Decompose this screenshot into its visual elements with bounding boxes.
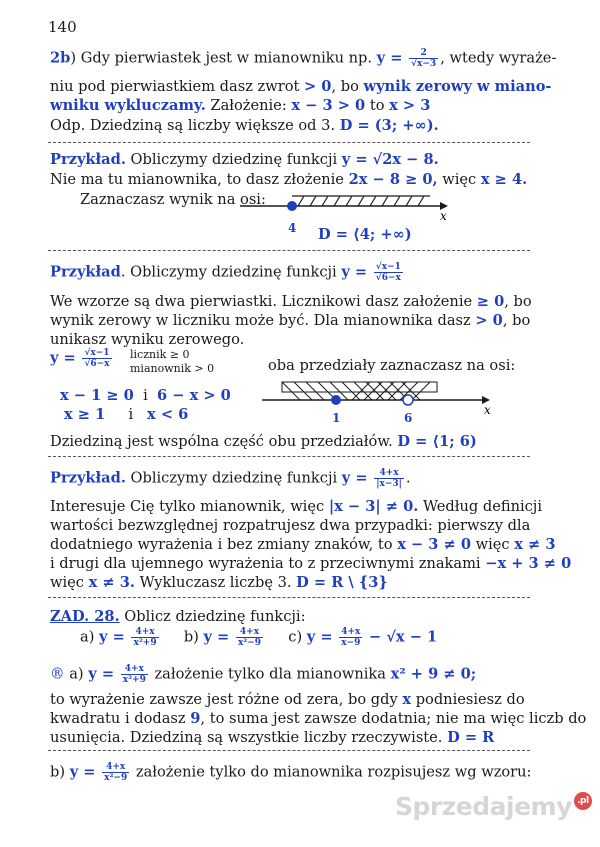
axis-x-label: x [440,209,447,223]
s3-equation: y = $\frac{√x-1}{√6-x}$ [50,348,110,369]
s2-line-3: Zaznaczasz wynik na osi: [80,191,266,208]
dashed-divider [48,750,530,751]
s4-line-1: Przykład. Obliczymy dziedzinę funkcji y = $\frac{4+x}{|x-3|}$ . [50,468,411,489]
fraction: $\frac{4+x}{\text{x²−9}}$ [237,627,262,648]
s5-answer-b: b) y = $\frac{4+x}{\text{x²−9}}$ założenie tylko do mianownika rozpisujesz wg wzoru: [50,762,532,783]
s5-para-2: kwadratu i dodasz 9, to suma jest zawsze dodatnia; nie ma więc liczb do [50,710,587,727]
s1-line-1: 2b) Gdy pierwiastek jest w mianowniku np. y = $\frac{2}{√x-3}$ , wtedy wyraże- [50,48,557,69]
s3-line-3: wynik zerowy w liczniku może być. Dla mianownika dasz > 0, bo [50,312,531,329]
s3-notes: licznik ≥ 0 mianownik > 0 [130,348,215,375]
s5-problems: a) y = $\frac{4+x}{\text{x²+9}}$ b) y = $\frac{4+x}{\text{x²−9}}$ c) y = $\frac{4+x}{x-9}$ − √x − 1 [80,627,438,648]
fraction: $\frac{√x-1}{√6-x}$ [375,262,401,283]
dashed-divider [48,250,530,251]
s5-zad-heading: ZAD. 28. Oblicz dziedzinę funkcji: [50,608,306,625]
s5-answer-a: ® a) y = $\frac{4+x}{\text{x²+9}}$ założenie tylko dla mianownika x² + 9 ≠ 0; [50,664,477,685]
tick-label-1: 1 [332,411,341,425]
dashed-divider [48,597,530,598]
s2-answer: D = ⟨4; +∞) [318,226,412,243]
closed-point [331,395,341,405]
watermark: Sprzedajemy .pl [395,792,592,821]
s3-cond-1: x − 1 ≥ 0 i 6 − x > 0 [60,387,231,404]
s4-line-2: Interesuje Cię tylko mianownik, więc |x − 3| ≠ 0. Według definicji [50,498,542,515]
fraction: $\frac{4+x}{|x-3|}$ [376,468,402,489]
s3-right-label: oba przedziały zaznaczasz na osi: [268,357,516,374]
s5-para-3: usunięcia. Dziedziną są wszystkie liczby rzeczywiste. D = R [50,729,495,746]
s2-line-1: Przykład. Obliczymy dziedzinę funkcji y = √2x − 8. [50,151,439,168]
fraction: $\frac{4+x}{\text{x²+9}}$ [133,627,157,648]
s3-line-5: Dziedziną jest wspólna część obu przedziałów. D = ⟨1; 6) [50,433,477,450]
tick-label-6: 6 [404,411,413,425]
s4-line-5: i drugi dla ujemnego wyrażenia to z przeciwnymi znakami −x + 3 ≠ 0 [50,555,572,572]
axis-x-label: x [484,403,491,417]
fraction: $\frac{√x-1}{√6-x}$ [84,348,110,369]
s4-line-4: dodatniego wyrażenia i bez zmiany znaków, to x − 3 ≠ 0 więc x ≠ 3 [50,536,556,553]
dashed-divider [48,142,530,143]
fraction: $\frac{4+x}{\text{x²+9}}$ [122,664,146,685]
tick-label: 4 [288,221,297,235]
watermark-badge: .pl [574,792,592,810]
fraction: $\frac{2}{√x-3}$ [411,48,437,69]
s2-line-2: Nie ma tu mianownika, to dasz złożenie 2x − 8 ≥ 0, więc x ≥ 4. [50,171,528,188]
number-line-s3 [262,376,502,426]
page-number: 140 [48,18,77,36]
s4-line-6: więc x ≠ 3. Wykluczasz liczbę 3. D = R \ {3} [50,574,388,591]
s4-line-3: wartości bezwzględnej rozpatrujesz dwa przypadki: pierwszy dla [50,517,531,534]
dashed-divider [48,456,530,457]
s3-line-1: Przykład. Obliczymy dziedzinę funkcji y = $\frac{√x-1}{√6-x}$ [50,262,401,283]
fraction: $\frac{4+x}{x-9}$ [341,627,361,648]
open-point [403,395,413,405]
s1-line-2: niu pod pierwiastkiem dasz zwrot > 0, bo wynik zerowy w miano- [50,78,552,95]
hatch-region [292,196,430,206]
closed-point [287,201,297,211]
s1-line-4: Odp. Dziedziną są liczby większe od 3. D = (3; +∞). [50,117,439,134]
s5-para-1: to wyrażenie zawsze jest różne od zera, bo gdy x podniesiesz do [50,691,525,708]
fraction: $\frac{4+x}{\text{x²−9}}$ [104,762,128,783]
s3-line-2: We wzorze są dwa pierwiastki. Licznikowi dasz założenie ≥ 0, bo [50,293,532,310]
s1-line-3: wniku wykluczamy. Założenie: x − 3 > 0 to x > 3 [50,97,431,114]
s3-line-4: unikasz wyniku zerowego. [50,331,245,348]
s3-cond-2: x ≥ 1 i x < 6 [64,406,189,423]
